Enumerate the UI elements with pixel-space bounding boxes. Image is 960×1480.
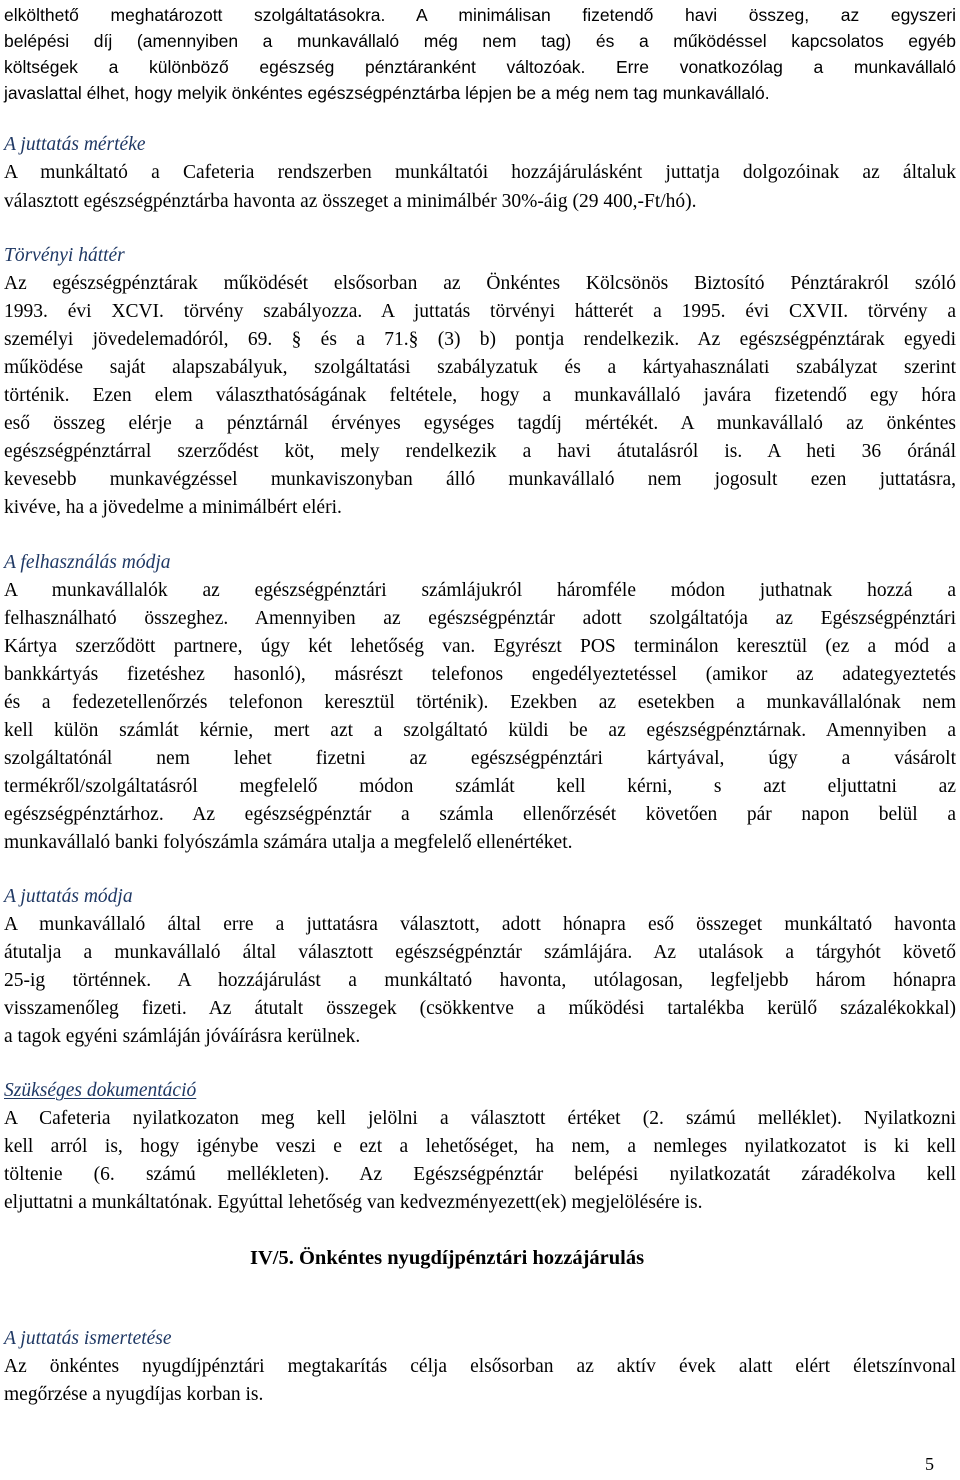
paragraph-line: 1993. évi XCVI. törvény szabályozza. A juttatás törvényi hátterét a 1995. évi CXVII. törvény a — [4, 301, 956, 322]
paragraph-line: A munkavállaló által erre a juttatásra választott, adott hónapra eső összeget munkáltató havonta — [4, 914, 956, 935]
paragraph-line: személyi jövedelemadóról, 69. § és a 71.§ (3) b) pontja rendelkezik. Az egészségpénztárak egyedi — [4, 329, 956, 350]
section-title: IV/5. Önkéntes nyugdíjpénztári hozzájárulás — [250, 1247, 645, 1269]
heading-szukseges-dokumentacio: Szükséges dokumentáció — [4, 1080, 197, 1101]
intro-line: belépési díj (amennyiben a munkavállaló még nem tag) és a működéssel kapcsolatos egyéb — [4, 31, 956, 51]
paragraph-line: történik. Ezen elem választhatóságának feltétele, hogy a munkavállaló javára fizetendő egy hóra — [4, 385, 956, 406]
paragraph-line: a tagok egyéni számláján jóváírásra kerülnek. — [4, 1026, 361, 1047]
paragraph-line: Az egészségpénztárak működését elsősorban az Önkéntes Kölcsönös Biztosító Pénztárakról szóló — [4, 273, 956, 294]
heading-juttatas-modja: A juttatás módja — [4, 886, 133, 907]
paragraph-line: termékről/szolgáltatásról megfelelő módon számlát kell kérni, s azt eljuttatni az — [4, 776, 956, 797]
paragraph-line: kell arról is, hogy igénybe veszi e ezt a lehetőséget, ha nem, a nemleges nyilatkozatot is ki kell — [4, 1136, 956, 1157]
heading-juttatas-merteke: A juttatás mértéke — [4, 134, 146, 155]
paragraph-line: munkavállaló banki folyószámla számára utalja a megfelelő ellenértéket. — [4, 832, 573, 853]
paragraph-line: töltenie (6. számú mellékleten). Az Egészségpénztár belépési nyilatkozatát záradékolva kell — [4, 1164, 956, 1185]
intro-line: elkölthető meghatározott szolgáltatásokra. A minimálisan fizetendő havi összeg, az egyszeri — [4, 5, 956, 25]
paragraph-line: eső összeg elérje a pénztárnál érvényes egységes tagdíj mértékét. A munkavállaló az önkéntes — [4, 413, 956, 434]
paragraph-line: A munkáltató a Cafeteria rendszerben munkáltatói hozzájárulásként juttatja dolgozóinak az általuk — [4, 162, 956, 183]
paragraph-line: Az önkéntes nyugdíjpénztári megtakarítás célja elsősorban az aktív évek alatt elért életszínvonal — [4, 1356, 956, 1377]
heading-juttatas-ismertetese: A juttatás ismertetése — [4, 1328, 172, 1349]
paragraph-line: egészségpénztárhoz. Az egészségpénztár a számla ellenőrzését követően pár napon belül a — [4, 804, 956, 825]
paragraph-line: Kártya szerződött partnere, úgy két lehetőség van. Egyrészt POS terminálon keresztül (ez a mód a — [4, 636, 956, 657]
paragraph-line: A munkavállalók az egészségpénztári számlájukról háromféle módon juthatnak hozzá a — [4, 580, 956, 601]
intro-line: javaslattal élhet, hogy melyik önkéntes egészségpénztárba lépjen be a még nem tag munkavállaló. — [4, 83, 770, 103]
paragraph-line: felhasználható összeghez. Amennyiben az egészségpénztár adott szolgáltatója az Egészségpénztári — [4, 608, 956, 629]
paragraph-line: kell külön számlát kérnie, mert azt a szolgáltató küldi be az egészségpénztárnak. Amennyiben a — [4, 720, 956, 741]
paragraph-line: választott egészségpénztárba havonta az összeget a minimálbér 30%-áig (29 400,-Ft/hó). — [4, 191, 697, 212]
intro-line: költségek a különböző egészség pénztáranként változóak. Erre vonatkozólag a munkavállaló — [4, 57, 956, 77]
paragraph-line: eljuttatni a munkáltatónak. Egyúttal lehetőség van kedvezményezett(ek) megjelölésére is. — [4, 1192, 703, 1213]
page-number: 5 — [925, 1454, 934, 1474]
paragraph-line: átutalja a munkavállaló által választott egészségpénztár számlájára. Az utalások a tárgyhót követő — [4, 942, 956, 963]
paragraph-line: kevesebb munkavégzéssel munkaviszonyban álló munkavállaló nem jogosult ezen juttatásra, — [4, 469, 956, 490]
paragraph-line: és a fedezetellenőrzés telefonon keresztül történik). Ezekben az esetekben a munkavállalónak nem — [4, 692, 956, 713]
paragraph-line: szolgáltatónál nem lehet fizetni az egészségpénztári kártyával, úgy a vásárolt — [4, 748, 956, 769]
paragraph-line: kivéve, ha a jövedelme a minimálbért eléri. — [4, 497, 342, 518]
paragraph-line: működése saját alapszabályuk, szolgáltatási szabályzatuk és a kártyahasználati szabályzat szerint — [4, 357, 956, 378]
paragraph-line: bankkártyás fizetéshez hasonló), másrészt telefonos engedélyeztetéssel (amikor az adategyeztetés — [4, 664, 956, 685]
paragraph-line: visszamenőleg fizeti. Az átutalt összegek (csökkentve a működési tartalékba kerülő százalékokkal) — [4, 998, 956, 1019]
paragraph-line: 25-ig történnek. A hozzájárulást a munkáltató havonta, utólagosan, legfeljebb három hónapra — [4, 970, 956, 991]
paragraph-line: megőrzése a nyugdíjas korban is. — [4, 1384, 264, 1405]
paragraph-line: A Cafeteria nyilatkozaton meg kell jelölni a választott értéket (2. számú melléklet). Nyilatkozni — [4, 1108, 956, 1129]
paragraph-line: egészségpénztárral szerződést köt, mely rendelkezik a havi átutalásról is. A heti 36 óránál — [4, 441, 956, 462]
heading-torvenyi-hatter: Törvényi háttér — [4, 245, 125, 266]
heading-felhasznalas-modja: A felhasználás módja — [4, 552, 171, 573]
